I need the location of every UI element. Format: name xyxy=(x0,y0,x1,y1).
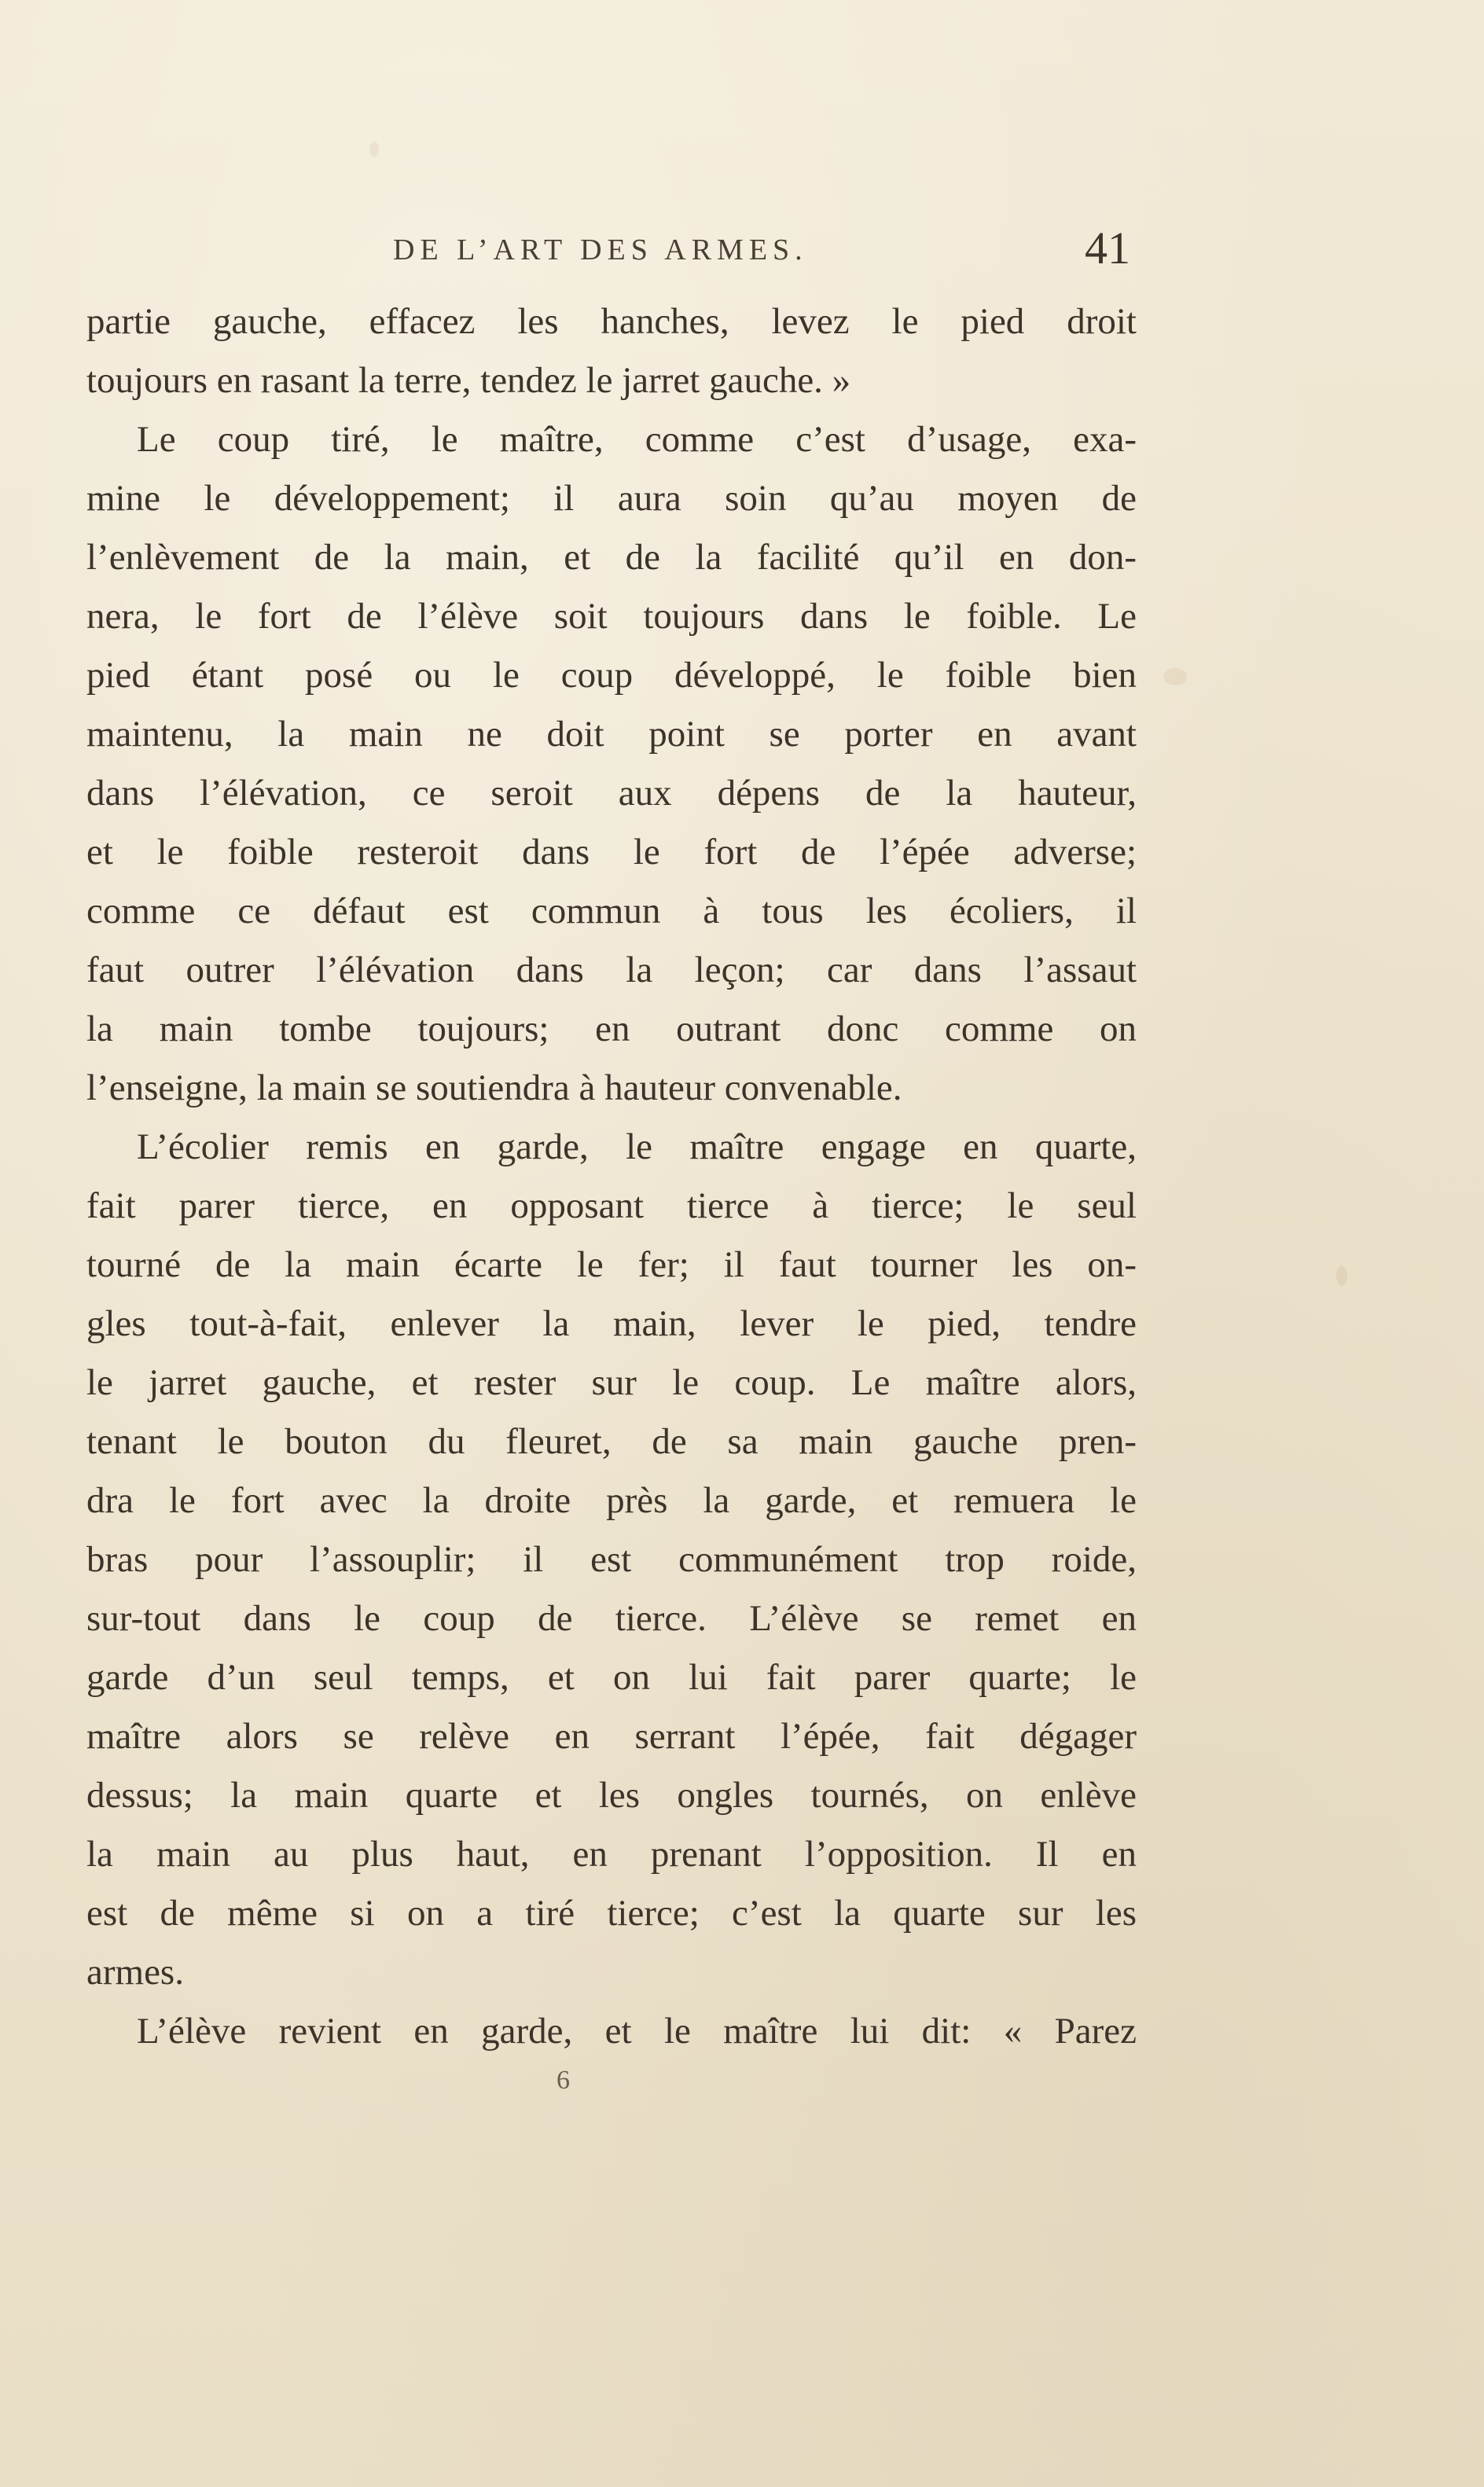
text-line: nera, le fort de l’élève soit toujours dans le foible. Le xyxy=(86,596,1137,637)
text-line: tourné de la main écarte le fer; il faut tourner les on- xyxy=(86,1244,1137,1285)
text-line: la main tombe toujours; en outrant donc comme on xyxy=(86,1008,1137,1049)
text-line: maintenu, la main ne doit point se porter en avant xyxy=(86,714,1137,755)
text-line: la main au plus haut, en prenant l’opposition. Il en xyxy=(86,1834,1137,1875)
text-line: L’élève revient en garde, et le maître lui dit: « Parez xyxy=(137,2011,1137,2052)
text-line: tenant le bouton du fleuret, de sa main gauche pren- xyxy=(86,1421,1137,1462)
text-line: armes. xyxy=(86,1952,184,1993)
text-line: mine le développement; il aura soin qu’au moyen de xyxy=(86,478,1137,519)
text-line: dra le fort avec la droite près la garde, et remuera le xyxy=(86,1480,1137,1521)
text-line: garde d’un seul temps, et on lui fait parer quarte; le xyxy=(86,1657,1137,1698)
text-line: dessus; la main quarte et les ongles tournés, on enlève xyxy=(86,1775,1137,1816)
text-line: l’enseigne, la main se soutiendra à hauteur convenable. xyxy=(86,1067,902,1108)
text-line: sur-tout dans le coup de tierce. L’élève se remet en xyxy=(86,1598,1137,1639)
text-line: et le foible resteroit dans le fort de l’épée adverse; xyxy=(86,832,1137,872)
foxing-spot xyxy=(1163,668,1187,685)
running-head xyxy=(0,222,1484,277)
text-line: comme ce défaut est commun à tous les écoliers, il xyxy=(86,891,1137,931)
text-line: bras pour l’assouplir; il est communément trop roide, xyxy=(86,1539,1137,1580)
page-number: 41 xyxy=(1085,222,1130,274)
text-line: toujours en rasant la terre, tendez le jarret gauche. » xyxy=(86,360,851,401)
text-line: gles tout-à-fait, enlever la main, lever le pied, tendre xyxy=(86,1303,1137,1344)
text-line: Le coup tiré, le maître, comme c’est d’usage, exa- xyxy=(137,419,1137,460)
text-line: l’enlèvement de la main, et de la facilité qu’il en don- xyxy=(86,537,1137,578)
body-text xyxy=(86,292,1137,2061)
text-line: faut outrer l’élévation dans la leçon; car dans l’assaut xyxy=(86,950,1137,990)
foxing-spot xyxy=(1336,1266,1347,1286)
text-line: maître alors se relève en serrant l’épée, fait dégager xyxy=(86,1716,1137,1757)
text-line: L’écolier remis en garde, le maître engage en quarte, xyxy=(137,1126,1137,1167)
text-line: pied étant posé ou le coup développé, le foible bien xyxy=(86,655,1137,696)
signature-mark: 6 xyxy=(556,2066,570,2095)
running-title: DE L’ART DES ARMES. xyxy=(393,233,808,266)
text-line: dans l’élévation, ce seroit aux dépens de la hauteur, xyxy=(86,773,1137,814)
text-line: fait parer tierce, en opposant tierce à tierce; le seul xyxy=(86,1185,1137,1226)
text-line: le jarret gauche, et rester sur le coup. Le maître alors, xyxy=(86,1362,1137,1403)
foxing-spot xyxy=(369,141,379,157)
text-line: partie gauche, effacez les hanches, levez le pied droit xyxy=(86,301,1137,342)
text-line: est de même si on a tiré tierce; c’est la quarte sur les xyxy=(86,1893,1137,1934)
